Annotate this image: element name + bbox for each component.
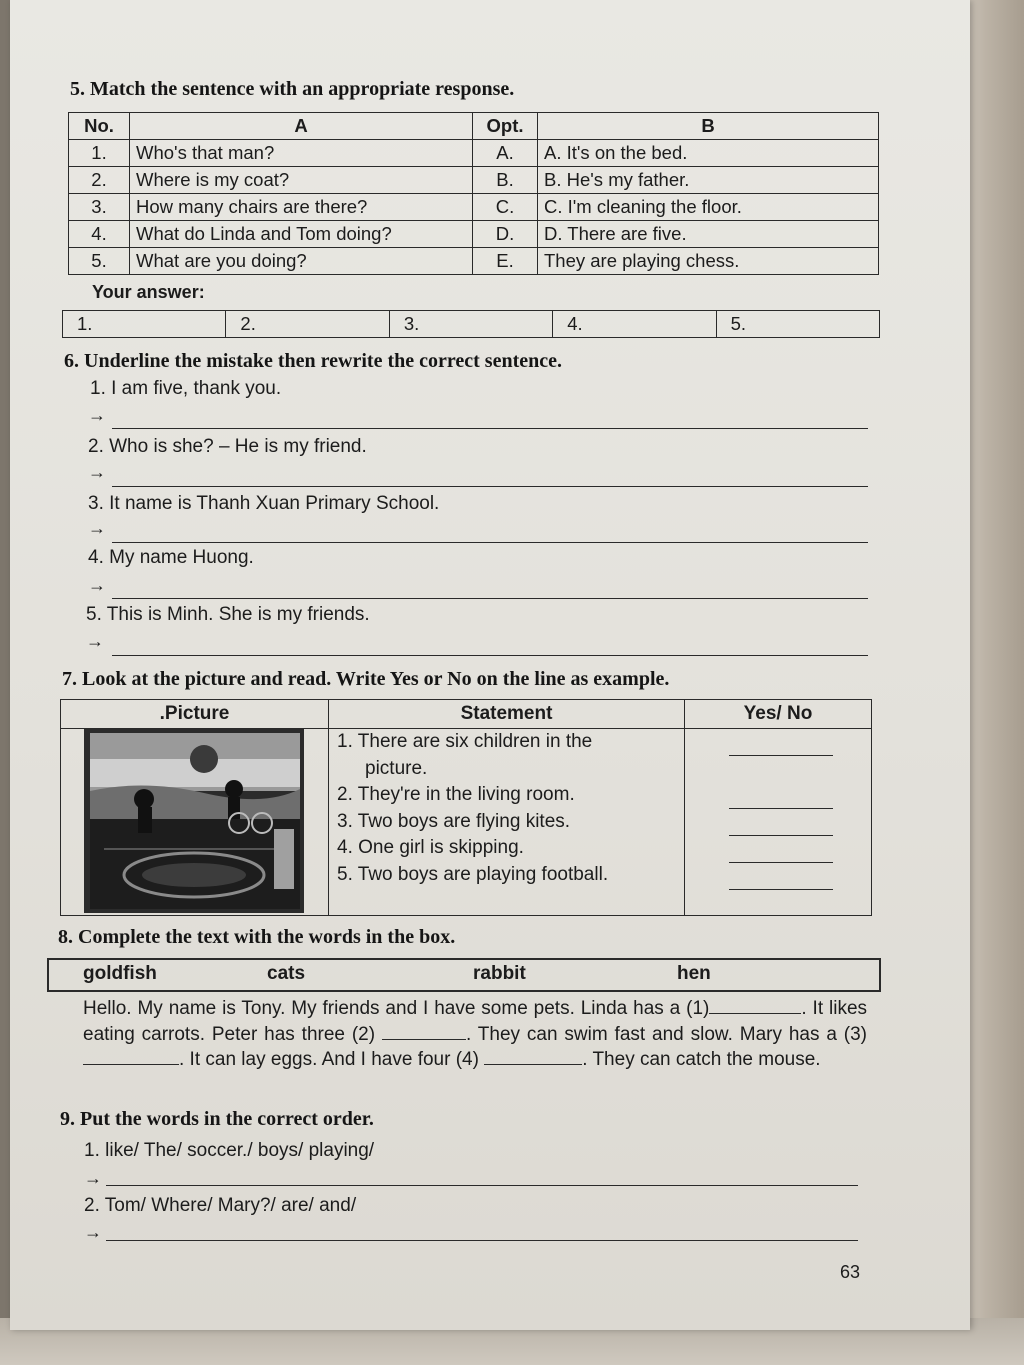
header-b: B: [538, 113, 879, 140]
header-opt: Opt.: [473, 113, 538, 140]
answer-box-5[interactable]: 5.: [730, 313, 747, 334]
answer-box-4[interactable]: 4.: [553, 311, 716, 337]
passage-text: . They can swim fast and slow. Mary has a (3): [465, 1023, 868, 1045]
word-hen: hen: [677, 963, 711, 984]
header-no: No.: [69, 113, 130, 140]
header-yes-no: Yes/ No: [685, 700, 872, 729]
question-text: How many chairs are there?: [130, 194, 473, 221]
question-text: Where is my coat?: [130, 167, 473, 194]
statement-5: 5. Two boys are playing football.: [337, 863, 609, 885]
header-a: A: [130, 113, 473, 140]
match-table: [68, 112, 879, 275]
passage: [83, 996, 867, 1073]
picture-cell: [61, 729, 329, 916]
arrow-icon: →: [88, 575, 106, 595]
word-box: [47, 958, 881, 992]
answer-boxes: [62, 310, 880, 338]
answer-box-1[interactable]: 1.: [63, 311, 226, 337]
arrow-icon: →: [88, 405, 106, 425]
passage-text: Hello. My name is Tony. My friends and I have some pets. Linda has a: [83, 998, 681, 1019]
order-item-1: 1. like/ The/ soccer./ boys/ playing/: [84, 1140, 375, 1161]
table-row: [69, 221, 879, 248]
row-number: 2.: [69, 167, 130, 194]
question-text: What do Linda and Tom doing?: [130, 221, 473, 248]
answer-line-2[interactable]: [112, 486, 868, 487]
table-row: [69, 248, 879, 275]
arrow-icon: →: [84, 1222, 102, 1242]
response-text: D. There are five.: [538, 221, 879, 248]
arrow-icon: →: [88, 518, 106, 538]
picture-table: [60, 699, 872, 916]
sentence-1: 1. I am five, thank you.: [90, 378, 282, 399]
statement-4: 4. One girl is skipping.: [337, 837, 524, 858]
yes-no-cell: [685, 729, 872, 916]
arrow-icon: →: [84, 1168, 102, 1188]
answer-box-3[interactable]: 3.: [390, 311, 553, 337]
statement-1-cont: picture.: [365, 757, 428, 779]
blank-1[interactable]: [709, 997, 801, 1014]
header-picture: .Picture: [61, 700, 329, 729]
children-playing-illustration: [84, 729, 304, 913]
statement-3: 3. Two boys are flying kites.: [337, 810, 571, 832]
word-rabbit: rabbit: [473, 963, 526, 984]
yes-no-line-5[interactable]: [729, 889, 833, 890]
statement-cell: [329, 729, 685, 916]
order-answer-line-2[interactable]: [106, 1240, 858, 1241]
header-statement: Statement: [329, 700, 685, 729]
order-answer-line-1[interactable]: [106, 1185, 858, 1186]
question-text: Who's that man?: [130, 140, 473, 167]
table-row: [69, 194, 879, 221]
sentence-2: 2. Who is she? – He is my friend.: [88, 436, 367, 457]
response-text: B. He's my father.: [538, 167, 879, 194]
blank-2[interactable]: [382, 1023, 466, 1040]
order-item-2: 2. Tom/ Where/ Mary?/ are/ and/: [84, 1195, 357, 1216]
passage-text: . It can lay eggs. And I have four (4): [179, 1049, 479, 1070]
option-letter: A.: [473, 140, 538, 167]
section-9-title: 9. Put the words in the correct order.: [60, 1108, 374, 1130]
answer-box-2[interactable]: 2.: [226, 311, 389, 337]
section-5-title: 5. Match the sentence with an appropriate response.: [70, 78, 515, 100]
option-letter: D.: [473, 221, 538, 248]
table-row: [69, 167, 879, 194]
response-text: They are playing chess.: [538, 248, 879, 275]
answer-line-4[interactable]: [112, 598, 868, 599]
answer-line-3[interactable]: [112, 542, 868, 543]
statement-1: 1. There are six children in the: [337, 731, 593, 752]
page-number: 63: [840, 1262, 861, 1282]
arrow-icon: →: [88, 462, 106, 482]
answer-line-1[interactable]: [112, 428, 868, 429]
row-number: 1.: [69, 140, 130, 167]
section-6-title: 6. Underline the mistake then rewrite the correct sentence.: [64, 350, 563, 372]
row-number: 3.: [69, 194, 130, 221]
row-number: 5.: [69, 248, 130, 275]
section-8-title: 8. Complete the text with the words in the box.: [58, 926, 456, 948]
statement-2: 2. They're in the living room.: [337, 784, 575, 805]
question-text: What are you doing?: [130, 248, 473, 275]
sentence-5: 5. This is Minh. She is my friends.: [86, 604, 370, 625]
passage-text: (1): [686, 998, 710, 1019]
option-letter: E.: [473, 248, 538, 275]
response-text: C. I'm cleaning the floor.: [538, 194, 879, 221]
word-cats: cats: [267, 963, 306, 984]
option-letter: B.: [473, 167, 538, 194]
answer-line-5[interactable]: [112, 655, 868, 656]
sentence-3: 3. It name is Thanh Xuan Primary School.: [88, 493, 440, 514]
row-number: 4.: [69, 221, 130, 248]
section-7-title: 7. Look at the picture and read. Write Yes or No on the line as example.: [62, 668, 670, 690]
passage-text: . It likes eating carrots. Peter has three (2): [83, 998, 868, 1045]
arrow-icon: →: [86, 631, 104, 651]
response-text: A. It's on the bed.: [538, 140, 879, 167]
blank-4[interactable]: [484, 1048, 582, 1065]
your-answer-label: Your answer:: [92, 282, 205, 302]
table-row: [69, 140, 879, 167]
word-goldfish: goldfish: [83, 963, 157, 984]
passage-text: . They can catch the mouse.: [582, 1049, 821, 1070]
sentence-4: 4. My name Huong.: [88, 547, 254, 568]
option-letter: C.: [473, 194, 538, 221]
blank-3[interactable]: [83, 1048, 179, 1065]
